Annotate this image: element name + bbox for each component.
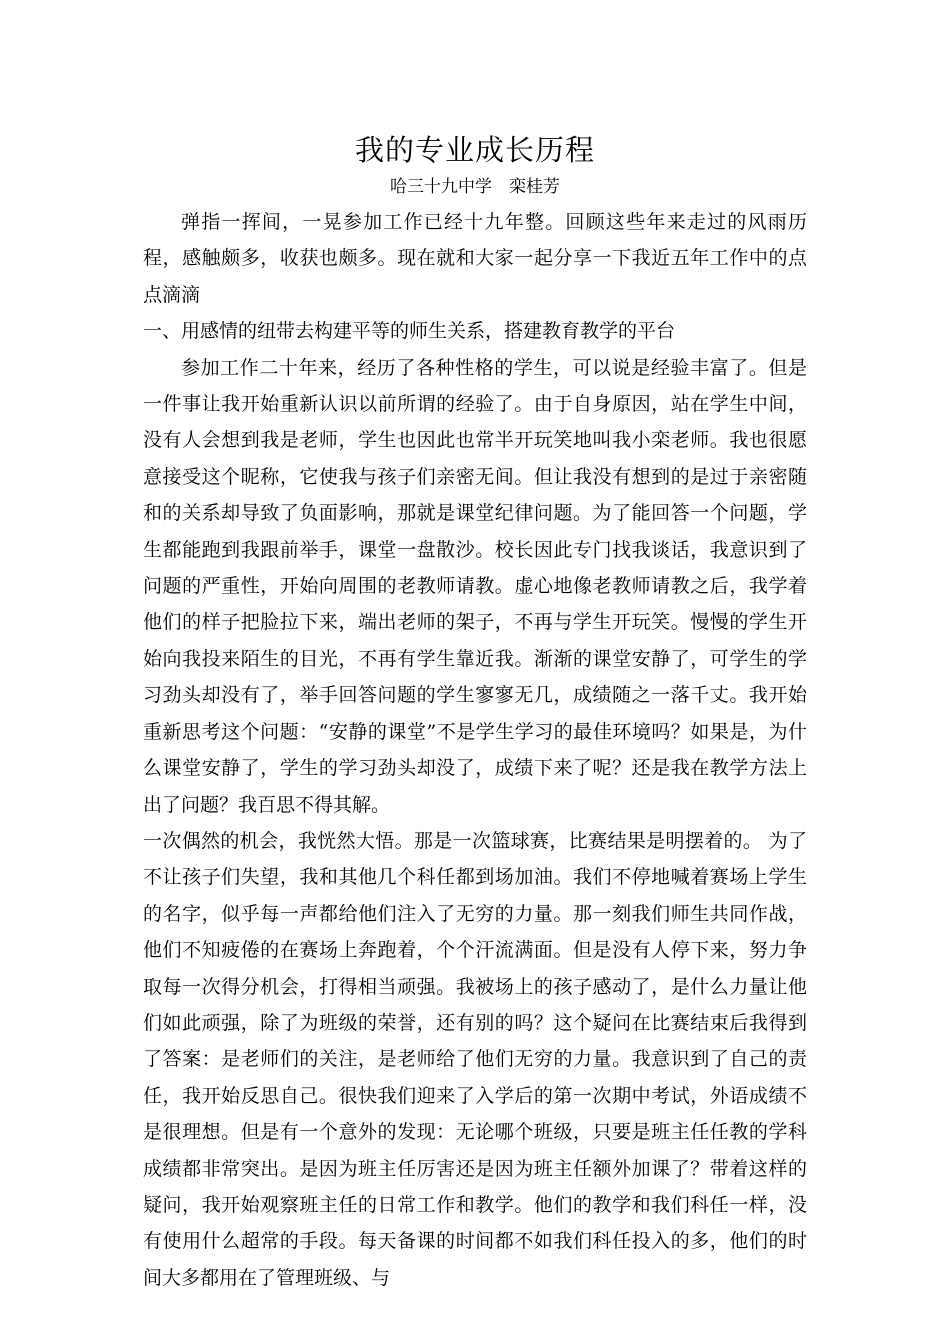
author-line: 哈三十九中学 栾桂芳 xyxy=(390,177,560,197)
page-title: 我的专业成长历程 xyxy=(354,133,595,167)
paragraph-basketball: 一次偶然的机会，我恍然大悟。那是一次篮球赛，比赛结果是明摆着的。 为了不让孩子们失望，我和其他几个科任都到场加油。我们不停地喊着赛场上学生的名字，似乎每一声都给他们注入了无穷的力量。那一刻我们师生共同作战，他们不知疲倦的在赛场上奔跑着，个个汗流满面。但是没有人停下来，努力争取每一次得分机会，打得相当顽强。我被场上的孩子感动了，是什么力量让他们如此顽强，除了为班级的荣誉，还有别的吗？这个疑问在比赛结束后我得到了答案：是老师们的关注，是老师给了他们无穷的力量。我意识到了自己的责任，我开始反思自己。很快我们迎来了入学后的第一次期中考试，外语成绩不是很理想。但是有一个意外的发现：无论哪个班级，只要是班主任任教的学科成绩都非常突出。是因为班主任厉害还是因为班主任额外加课了？带着这样的疑问，我开始观察班主任的日常工作和教学。他们的教学和我们科任一样，没有使用什么超常的手段。每天备课的时间都不如我们科任投入的多，他们的时间大多都用在了管理班级、与 xyxy=(143,829,807,1289)
paragraph-experience: 参加工作二十年来，经历了各种性格的学生，可以说是经验丰富了。但是一件事让我开始重新认识以前所谓的经验了。由于自身原因，站在学生中间，没有人会想到我是老师，学生也因此也常半开玩笑地叫我小栾老师。我也很愿意接受这个昵称，它使我与孩子们亲密无间。但让我没有想到的是过于亲密随和的关系却导致了负面影响，那就是课堂纪律问题。为了能回答一个问题，学生都能跑到我跟前举手，课堂一盘散沙。校长因此专门找我谈话，我意识到了问题的严重性，开始向周围的老教师请教。虚心地像老教师请教之后，我学着他们的样子把脸拉下来，端出老师的架子，不再与学生开玩笑。慢慢的学生开始向我投来陌生的目光，不再有学生靠近我。渐渐的课堂安静了，可学生的学习劲头却没有了，举手回答问题的学生寥寥无几，成绩随之一落千丈。我开始重新思考这个问题：“安静的课堂”不是学生学习的最佳环境吗？如果是，为什么课堂安静了，学生的学习劲头却没了，成绩下来了呢？还是我在教学方法上出了问题？我百思不得其解。 xyxy=(143,356,807,816)
section-heading: 一、用感情的纽带去构建平等的师生关系，搭建教育教学的平台 xyxy=(143,320,676,343)
paragraph-intro: 弹指一挥间，一晃参加工作已经十九年整。回顾这些年来走过的风雨历程，感触颇多，收获也颇多。现在就和大家一起分享一下我近五年工作中的点点滴滴 xyxy=(143,211,807,306)
